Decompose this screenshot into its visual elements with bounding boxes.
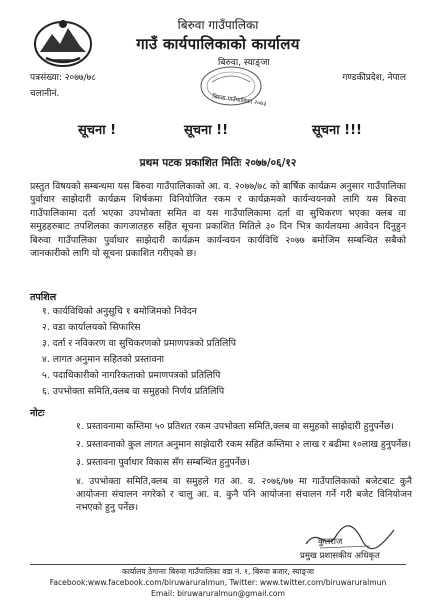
signer-title: प्रमुख प्रशासकीय अधिकृत — [300, 551, 380, 561]
note-item: १. प्रस्तावनामा कम्तिमा ५० प्रतिशत रकम उपभोक्ता समिति,क्लब वा समुहको साझेदारी हुनुपर्नेछ। — [76, 421, 394, 432]
details-heading: तपशिल — [30, 292, 57, 303]
notice-label-2: सूचना !! — [184, 123, 229, 138]
notice-label-1: सूचना ! — [78, 123, 117, 138]
office-place: बिरुवा, स्याङ्जा — [218, 58, 270, 68]
notes-heading: नोटः — [30, 408, 45, 419]
notice-label-3: सूचना !!! — [312, 123, 362, 138]
list-item: ६. उपभोक्ता समिति,क्लब वा समुहको निर्णय प्रतिलिपि — [42, 386, 225, 397]
note-item: ३. प्रस्तावना पुर्वाधार विकास सँग सम्बन्धित हुनुपर्नेछ। — [76, 457, 250, 469]
footer-divider — [30, 564, 406, 565]
note-item: ४. उपभोक्ता समिति,क्लब वा समुहले गत आ. व. २०७६/७७ मा गाउँपालिकाको बजेटबाट कुनै आयोजना संचालन नगरेको र चालु आ. व. कुनै पनि आयोजना संचालन गर्ने गरी बजेट विनियोजन नभएको हुनु पर्नेछ। — [76, 475, 412, 514]
office-title: गाउँ कार्यपालिकाको कार्यालय — [136, 35, 300, 53]
office-name: बिरुवा गाउँपालिका — [177, 18, 259, 32]
note-item: २. प्रस्तावनाको कुल लागत अनुमान साझेदारी रकम सहित कम्तिमा २ लाख र बढीमा १०लाख हुनुपर्नेछ। — [76, 439, 412, 451]
list-item: २. वडा कार्यालयको सिफारिस — [42, 322, 141, 333]
notice-body: प्रस्तुत विषयको सम्बन्धमा यस बिरुवा गाउँपालिकाको आ. व. २०७७/७८ को बार्षिक कार्यक्रम अनुसार गाउँपालिका पुर्वाधार साझेदारी कार्यक्रम शिर्षकमा विनियोजित रकम र कार्यक्रमको कार्यन्वयनको लागि यस बिरुवा गाउँपालिकामा दर्ता भएका उपभोक्ता समित वा यस गाउँपालिकामा दर्ता वा सुचिकरण भएका क्लब वा समुहहरुबाट तपशिलका कागजातहरु सहित सूचना प्रकाशित मितिले ३० दिन भित्र कार्यलयमा आवेदन दिनुहुन बिरुवा गाउँपालिका पुर्वाधार साझेदारी कार्यक्रम कार्यन्वयन कार्यविधि २०७७ बमोजिम सम्बन्धित सबैको जानकारीको लागि यो सूचना प्रकाशित गरीएको छ। — [30, 181, 406, 260]
list-item: ५. पदाधिकारीको नागरिकताको प्रमाणपत्रको प्रतिलिपि — [42, 370, 221, 381]
list-item: ४. लागत अनुमान सहितको प्रस्तावना — [42, 354, 165, 365]
required-documents-list — [42, 304, 236, 400]
dispatch-number: चलानीनं. — [30, 89, 60, 99]
stamp-text: बिरुवा गाउँपालिका २०७३ — [211, 93, 267, 108]
footer-email: Email: biruwaruralmun@gmail.com — [151, 589, 285, 598]
province-label: गण्डकीप्रदेश, नेपाल — [342, 73, 406, 83]
footer-social: Facebook:www.facebook.com/biruwaruralmun, Twitter: www.twitter.com/biruwaruralmun — [49, 578, 387, 587]
reference-number: पत्रसंख्या: २०७७/७८ — [30, 73, 96, 83]
notes-list — [76, 420, 412, 519]
footer-address: कार्यालय ठेगानाः बिरुवा गाउँपालिका वडा नं. १, बिरुवा बजार, स्याङ्जा — [122, 567, 314, 576]
signer-name: कुलराज — [318, 537, 343, 547]
publication-date: प्रथम पटक प्रकाशित मितिः २०७७/०६/१२ — [139, 157, 297, 169]
list-item: १. कार्यविधिको अनुसुचि १ बमोजिमको निवेदन — [42, 306, 197, 317]
list-item: ३. दर्ता र नविकरण वा सुचिकरणको प्रमाणपत्रको प्रतिलिपि — [42, 338, 237, 349]
